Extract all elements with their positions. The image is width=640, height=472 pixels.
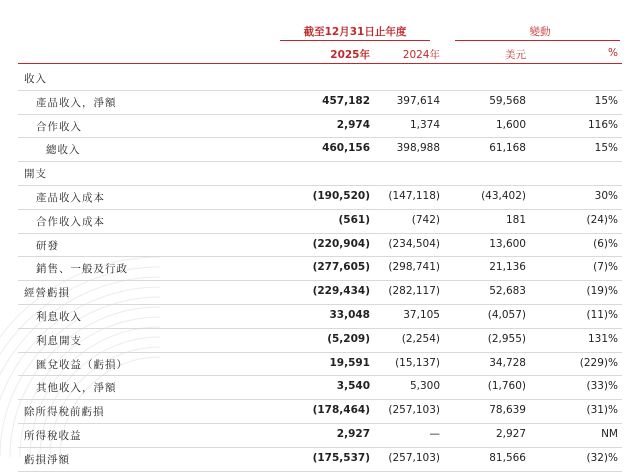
value-2025: (561) [338, 213, 370, 226]
table-row [18, 281, 622, 305]
row-label: 除所得稅前虧損 [24, 406, 105, 419]
table-row [18, 400, 622, 424]
value-2025: (190,520) [312, 189, 370, 202]
value-2024: (257,103) [388, 404, 440, 417]
row-label: 銷售、一般及行政 [36, 263, 128, 276]
table-row [18, 115, 622, 139]
row-label: 研發 [36, 239, 59, 252]
value-2025: (220,904) [312, 237, 370, 250]
value-2024: (2,254) [401, 332, 440, 345]
value-2025: (229,434) [312, 285, 370, 298]
value-2024: (257,103) [388, 451, 440, 464]
row-label: 所得稅收益 [24, 429, 82, 442]
change-pct: (229)% [579, 356, 618, 369]
table-row [18, 257, 622, 281]
period-header: 截至12月31日止年度 [303, 26, 407, 38]
table-row [18, 210, 622, 234]
change-pct: 116% [587, 118, 618, 131]
table-row [18, 448, 622, 472]
table-row [18, 91, 622, 115]
change-pct: (24)% [586, 213, 618, 226]
value-2025: 2,974 [336, 118, 370, 131]
row-label: 產品收入，淨額 [36, 96, 117, 109]
value-2024: (282,117) [388, 285, 440, 298]
table-row [18, 138, 622, 162]
value-2024: (15,137) [395, 356, 440, 369]
row-label: 其他收入，淨額 [36, 382, 117, 395]
change-usd: 2,927 [495, 427, 526, 440]
value-2024: (298,741) [388, 261, 440, 274]
value-2025: 457,182 [322, 94, 370, 107]
change-pct: (33)% [586, 380, 618, 393]
change-usd: 78,639 [489, 404, 526, 417]
row-label: 合作收入 [36, 120, 82, 133]
change-pct: 30% [594, 189, 618, 202]
change-usd: 1,600 [495, 118, 526, 131]
column-header-pct: % [608, 47, 618, 59]
table-row [18, 329, 622, 353]
change-pct: 15% [594, 142, 618, 155]
table-row [18, 376, 622, 400]
change-pct: 15% [594, 94, 618, 107]
change-header: 變動 [529, 26, 551, 38]
change-pct: (32)% [586, 451, 618, 464]
change-pct: 131% [587, 332, 618, 345]
change-usd: 59,568 [489, 94, 526, 107]
value-2025: 19,591 [329, 356, 370, 369]
column-header-usd: 美元 [505, 49, 526, 61]
value-2025: (5,209) [327, 332, 370, 345]
table-row [18, 67, 622, 91]
row-label: 利息收入 [36, 310, 82, 323]
value-2024: (147,118) [388, 189, 440, 202]
change-usd: 21,136 [489, 261, 526, 274]
table-row [18, 162, 622, 186]
row-label: 經營虧損 [24, 287, 70, 300]
change-pct: (11)% [586, 308, 618, 321]
table-row [18, 305, 622, 329]
table-row [18, 353, 622, 377]
value-2025: 2,927 [336, 427, 370, 440]
value-2025: 33,048 [329, 308, 370, 321]
change-usd: (4,057) [487, 308, 526, 321]
change-usd: (2,955) [487, 332, 526, 345]
row-label: 總收入 [46, 144, 81, 157]
change-usd: 61,168 [489, 142, 526, 155]
row-label: 利息開支 [36, 334, 82, 347]
period-header-rule [280, 40, 430, 41]
row-label: 虧損淨額 [24, 453, 70, 466]
table-row [18, 424, 622, 448]
value-2024: (742) [411, 213, 440, 226]
change-usd: 81,566 [489, 451, 526, 464]
table-row [18, 186, 622, 210]
value-2025: (175,537) [312, 451, 370, 464]
row-label: 合作收入成本 [36, 215, 105, 228]
change-usd: 181 [505, 213, 526, 226]
income-statement-table [18, 67, 622, 472]
value-2024: 37,105 [403, 308, 440, 321]
change-usd: 34,728 [489, 356, 526, 369]
value-2025: (178,464) [312, 404, 370, 417]
row-label: 匯兌收益（虧損） [36, 358, 128, 371]
value-2025: 3,540 [336, 380, 370, 393]
column-header-2025: 2025年 [330, 49, 370, 61]
value-2024: 398,988 [396, 142, 440, 155]
value-2024: 397,614 [396, 94, 440, 107]
change-usd: (43,402) [481, 189, 526, 202]
value-2024: — [429, 427, 440, 440]
change-usd: 13,600 [489, 237, 526, 250]
change-pct: (31)% [586, 404, 618, 417]
change-pct: (19)% [586, 285, 618, 298]
value-2024: 5,300 [409, 380, 440, 393]
change-usd: 52,683 [489, 285, 526, 298]
value-2025: 460,156 [322, 142, 370, 155]
change-pct: (7)% [593, 261, 618, 274]
header-bottom-rule [18, 63, 622, 64]
value-2025: (277,605) [312, 261, 370, 274]
change-pct: NM [601, 427, 618, 440]
row-label: 開支 [24, 168, 47, 181]
change-usd: (1,760) [487, 380, 526, 393]
row-label: 產品收入成本 [36, 191, 105, 204]
row-label: 收入 [24, 73, 47, 85]
table-row [18, 234, 622, 258]
change-pct: (6)% [593, 237, 618, 250]
change-header-rule [455, 40, 620, 41]
value-2024: 1,374 [409, 118, 440, 131]
column-header-2024: 2024年 [402, 49, 440, 61]
value-2024: (234,504) [388, 237, 440, 250]
